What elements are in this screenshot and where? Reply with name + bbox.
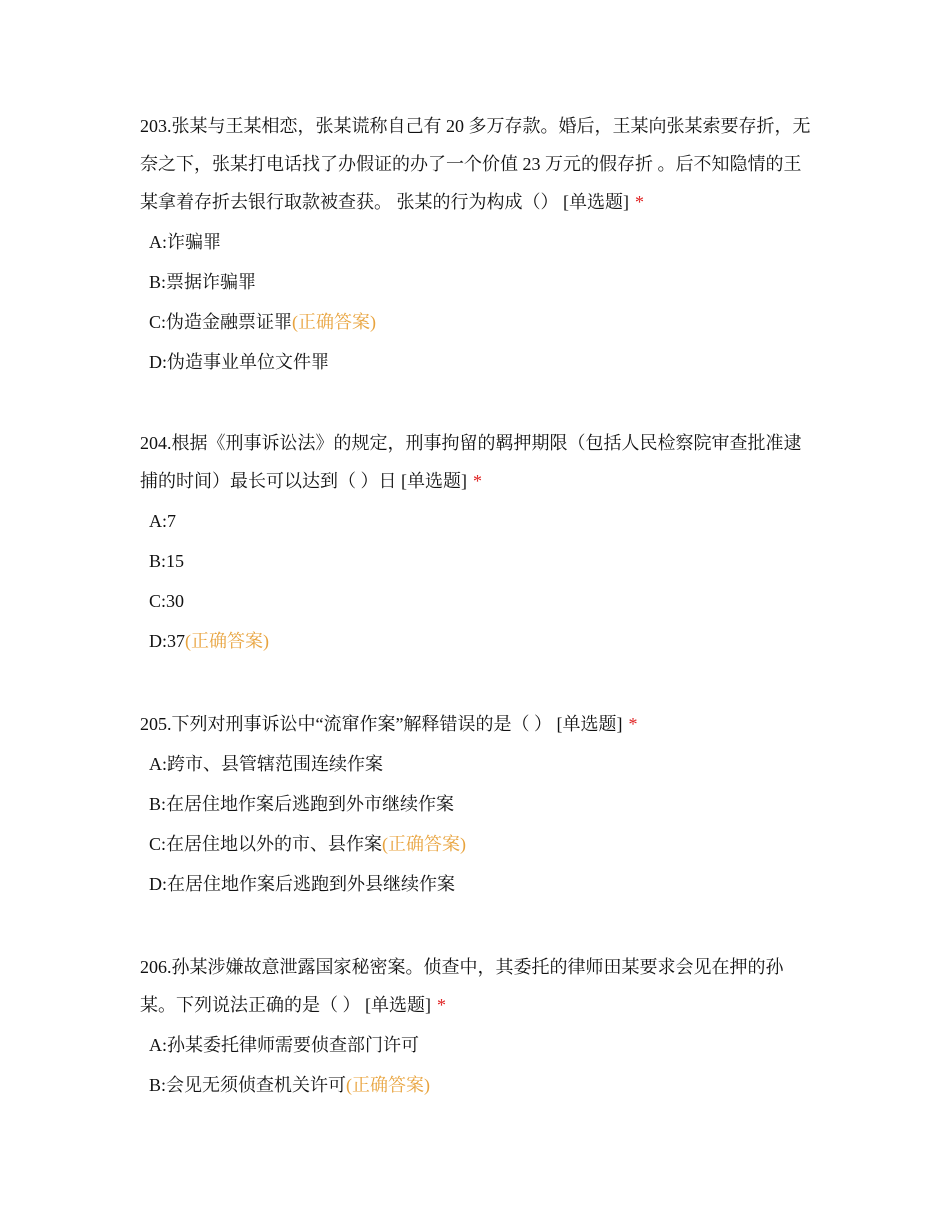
correct-answer-tag: (正确答案) [346,1075,431,1095]
question-text [140,107,812,221]
option-d[interactable]: D:37(正确答案) [149,631,269,651]
required-mark: * [628,714,638,734]
question-stem: 205.下列对刑事诉讼中“流窜作案”解释错误的是（ ） [单选题] [140,714,623,734]
option-b[interactable]: B:会见无须侦查机关许可(正确答案) [149,1075,431,1095]
question-204 [140,424,812,668]
option-c[interactable]: C:30 [149,591,185,611]
option-list [140,508,812,668]
option-a[interactable]: A:跨市、县管辖范围连续作案 [149,754,383,774]
option-list [140,229,812,389]
question-stem: 203.张某与王某相恋，张某谎称自己有 20 多万存款。婚后，王某向张某索要存折，无奈之下，张某打电话找了办假证的办了一个价值 23 万元的假存折 。后不知隐情的王某拿着存折去银行取款被查获。 张某的行为构成（） [单选题] [140,116,811,212]
question-205 [140,705,812,911]
option-a[interactable]: A:7 [149,511,176,531]
correct-answer-tag: (正确答案) [185,631,269,651]
option-d[interactable]: D:在居住地作案后逃跑到外县继续作案 [149,874,455,894]
option-c[interactable]: C:在居住地以外的市、县作案(正确答案) [149,834,467,854]
required-mark: * [437,995,446,1015]
option-list [140,751,812,911]
option-a[interactable]: A:孙某委托律师需要侦查部门许可 [149,1035,419,1055]
option-d[interactable]: D:伪造事业单位文件罪 [149,352,329,372]
question-text [140,948,812,1024]
question-text [140,424,812,500]
question-203 [140,107,812,389]
question-stem: 206.孙某涉嫌故意泄露国家秘密案。侦查中，其委托的律师田某要求会见在押的孙某。下列说法正确的是（ ） [单选题] [140,957,784,1015]
option-b[interactable]: B:票据诈骗罪 [149,272,257,292]
option-list [140,1032,812,1112]
question-text [140,705,812,743]
option-c[interactable]: C:伪造金融票证罪(正确答案) [149,312,377,332]
required-mark: * [635,192,644,212]
question-206 [140,948,812,1112]
correct-answer-tag: (正确答案) [292,312,377,332]
correct-answer-tag: (正确答案) [382,834,467,854]
option-a[interactable]: A:诈骗罪 [149,232,221,252]
required-mark: * [473,471,482,491]
question-stem: 204.根据《刑事诉讼法》的规定，刑事拘留的羁押期限（包括人民检察院审查批准逮捕的时间）最长可以达到（ ）日 [单选题] [140,433,802,491]
option-b[interactable]: B:15 [149,551,185,571]
option-b[interactable]: B:在居住地作案后逃跑到外市继续作案 [149,794,455,814]
